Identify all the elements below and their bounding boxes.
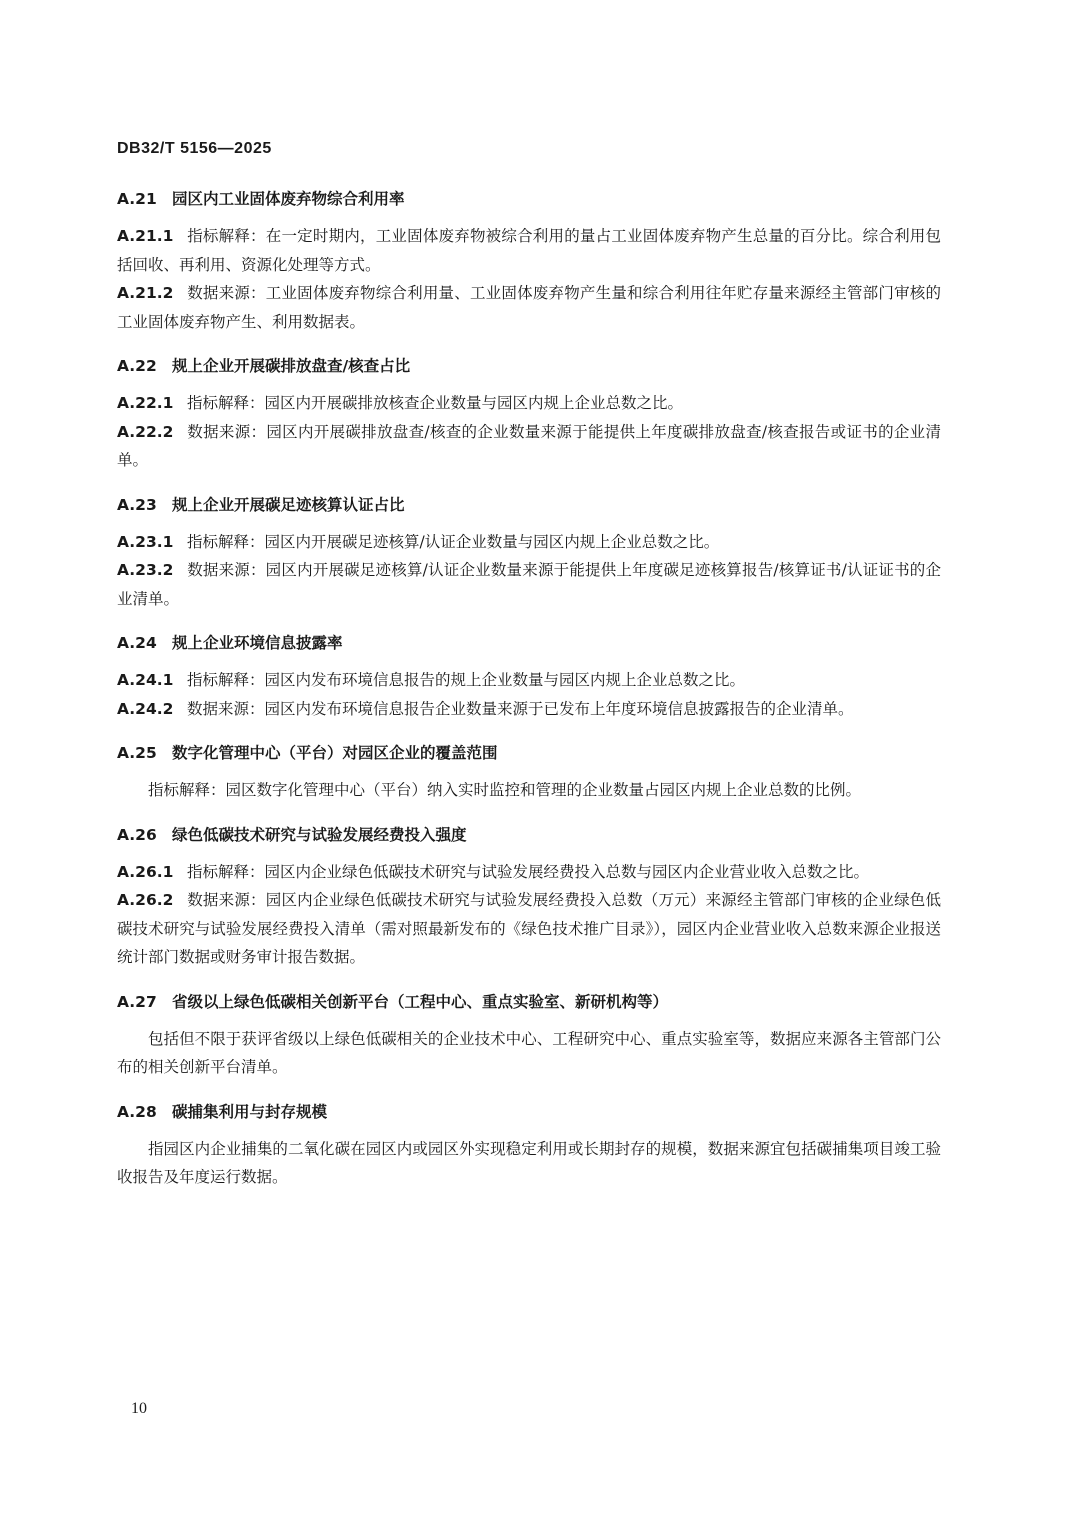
clause-number: A.23.1 bbox=[117, 532, 174, 551]
clause bbox=[117, 389, 941, 418]
section-a26 bbox=[117, 821, 941, 972]
clause bbox=[117, 695, 941, 724]
clause-number: A.22.2 bbox=[117, 422, 174, 441]
section-body: 指园区内企业捕集的二氧化碳在园区内或园区外实现稳定利用或长期封存的规模，数据来源宜包括碳捕集项目竣工验收报告及年度运行数据。 bbox=[117, 1139, 941, 1186]
document-code: DB32/T 5156—2025 bbox=[117, 140, 272, 157]
section-title: 规上企业环境信息披露率 bbox=[172, 634, 343, 652]
section-title: 规上企业开展碳足迹核算认证占比 bbox=[172, 495, 405, 514]
clause bbox=[117, 222, 941, 279]
section-heading bbox=[117, 821, 941, 849]
section-heading bbox=[117, 629, 941, 657]
section-heading bbox=[117, 1098, 941, 1126]
clause-text: 数据来源：园区内开展碳足迹核算/认证企业数量来源于能提供上年度碳足迹核算报告/核算证书/认证证书的企业清单。 bbox=[117, 561, 941, 608]
page-number: 10 bbox=[131, 1400, 147, 1417]
clause-text: 指标解释：园区内开展碳排放核查企业数量与园区内规上企业总数之比。 bbox=[187, 394, 684, 412]
section-body: 指标解释：园区数字化管理中心（平台）纳入实时监控和管理的企业数量占园区内规上企业总数的比例。 bbox=[148, 781, 862, 799]
section-heading bbox=[117, 491, 941, 519]
clause bbox=[117, 418, 941, 475]
clause-text: 指标解释：园区内开展碳足迹核算/认证企业数量与园区内规上企业总数之比。 bbox=[187, 532, 720, 551]
clause bbox=[117, 858, 941, 887]
section-number: A.22 bbox=[117, 357, 157, 375]
clause-text: 指标解释：园区内企业绿色低碳技术研究与试验发展经费投入总数与园区内企业营业收入总数之比。 bbox=[187, 862, 870, 881]
section-heading bbox=[117, 352, 941, 380]
clause-text: 数据来源：工业固体废弃物综合利用量、工业固体废弃物产生量和综合利用往年贮存量来源经主管部门审核的工业固体废弃物产生、利用数据表。 bbox=[117, 284, 941, 331]
section-a27 bbox=[117, 988, 941, 1082]
clause bbox=[117, 279, 941, 336]
clause-text: 指标解释：在一定时期内，工业固体废弃物被综合利用的量占工业固体废弃物产生总量的百分比。综合利用包括回收、再利用、资源化处理等方式。 bbox=[117, 227, 941, 274]
section-a21 bbox=[117, 185, 941, 336]
clause-number: A.21.1 bbox=[117, 227, 174, 245]
section-body: 包括但不限于获评省级以上绿色低碳相关的企业技术中心、工程研究中心、重点实验室等，数据应来源各主管部门公布的相关创新平台清单。 bbox=[117, 1029, 941, 1076]
clause-number: A.22.1 bbox=[117, 394, 174, 412]
clause-text: 指标解释：园区内发布环境信息报告的规上企业数量与园区内规上企业总数之比。 bbox=[187, 671, 746, 689]
section-a22 bbox=[117, 352, 941, 475]
section-title: 数字化管理中心（平台）对园区企业的覆盖范围 bbox=[172, 744, 498, 762]
clause-number: A.24.1 bbox=[117, 671, 174, 689]
section-heading bbox=[117, 739, 941, 767]
section-number: A.23 bbox=[117, 495, 157, 514]
section-title: 规上企业开展碳排放盘查/核查占比 bbox=[172, 357, 411, 375]
clause bbox=[117, 556, 941, 613]
clause bbox=[117, 666, 941, 695]
clause-number: A.26.2 bbox=[117, 891, 174, 909]
section-heading bbox=[117, 185, 941, 213]
section-a23 bbox=[117, 491, 941, 614]
section-title: 碳捕集利用与封存规模 bbox=[172, 1102, 328, 1121]
clause bbox=[117, 528, 941, 557]
section-a28 bbox=[117, 1098, 941, 1192]
clause-text: 数据来源：园区内发布环境信息报告企业数量来源于已发布上年度环境信息披露报告的企业清单。 bbox=[187, 699, 854, 718]
section-title: 园区内工业固体废弃物综合利用率 bbox=[172, 190, 405, 208]
clause-number: A.23.2 bbox=[117, 561, 174, 579]
clause-number: A.24.2 bbox=[117, 699, 174, 718]
clause-number: A.26.1 bbox=[117, 862, 174, 881]
section-number: A.27 bbox=[117, 992, 157, 1011]
section-number: A.21 bbox=[117, 190, 157, 208]
section-title: 省级以上绿色低碳相关创新平台（工程中心、重点实验室、新研机构等） bbox=[172, 992, 669, 1011]
section-number: A.25 bbox=[117, 744, 157, 762]
document-body bbox=[117, 185, 941, 1192]
section-number: A.28 bbox=[117, 1102, 157, 1121]
section-a24 bbox=[117, 629, 941, 723]
section-number: A.24 bbox=[117, 634, 157, 652]
clause-text: 数据来源：园区内开展碳排放盘查/核查的企业数量来源于能提供上年度碳排放盘查/核查报告或证书的企业清单。 bbox=[117, 422, 941, 469]
clause-number: A.21.2 bbox=[117, 284, 174, 302]
section-heading bbox=[117, 988, 941, 1016]
section-number: A.26 bbox=[117, 825, 157, 844]
clause-text: 数据来源：园区内企业绿色低碳技术研究与试验发展经费投入总数（万元）来源经主管部门审核的企业绿色低碳技术研究与试验发展经费投入清单（需对照最新发布的《绿色技术推广目录》），园区内企业营业收入总数来源企业报送统计部门数据或财务审计报告数据。 bbox=[117, 891, 941, 966]
clause bbox=[117, 886, 941, 972]
section-title: 绿色低碳技术研究与试验发展经费投入强度 bbox=[172, 825, 467, 844]
section-a25 bbox=[117, 739, 941, 805]
